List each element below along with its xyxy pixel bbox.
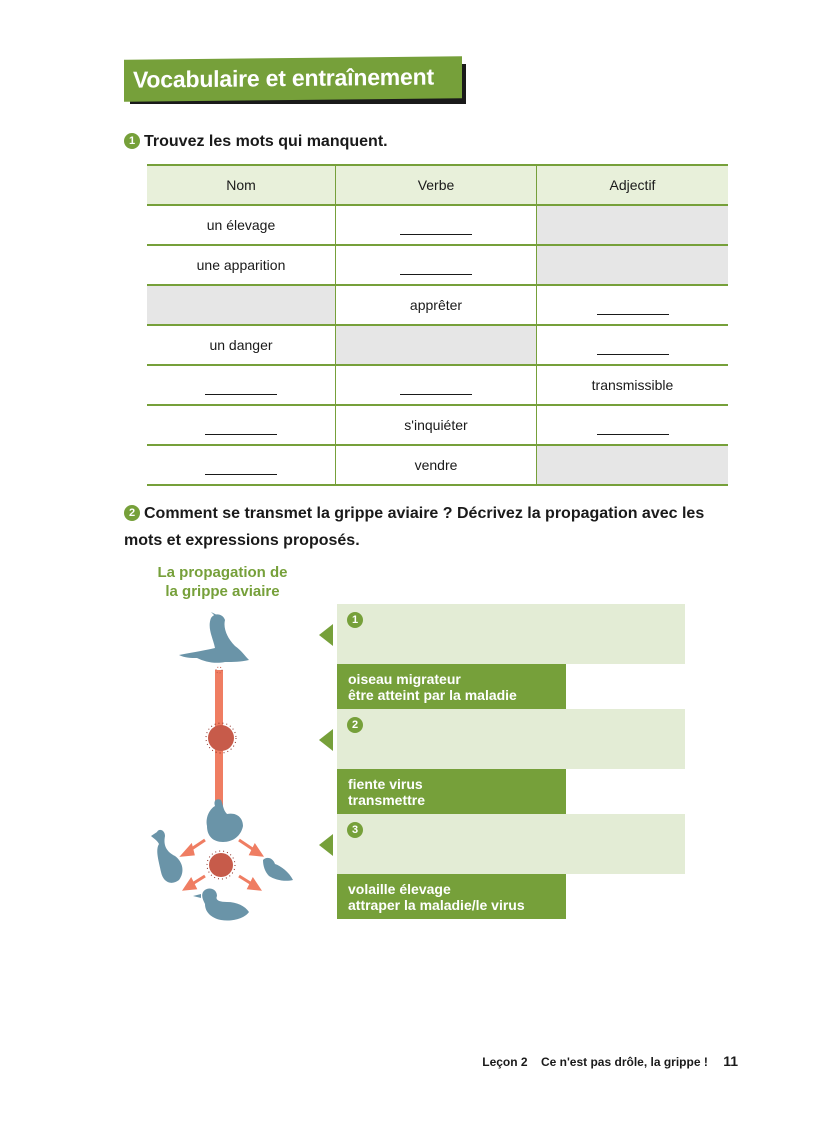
table-row (147, 365, 728, 405)
table-row (147, 205, 728, 245)
answer-cell[interactable] (147, 405, 336, 445)
answer-cell[interactable] (147, 365, 336, 405)
answer-cell[interactable] (147, 445, 336, 485)
blank-line[interactable] (400, 380, 472, 395)
step-1-keywords-line1: oiseau migrateur (348, 671, 461, 687)
step-3-answer-box[interactable] (337, 814, 685, 874)
step-1-arrow (319, 624, 333, 646)
footer-lesson-title: Ce n'est pas drôle, la grippe ! (540, 1055, 708, 1069)
small-bird-icon (263, 858, 293, 881)
migratory-bird-icon (179, 612, 249, 663)
cell: un danger (147, 325, 336, 365)
gray-cell (537, 205, 729, 245)
blank-line[interactable] (205, 420, 277, 435)
virus-icon (206, 723, 236, 753)
answer-cell[interactable] (336, 365, 537, 405)
blank-line[interactable] (205, 380, 277, 395)
step-2-keywords-line2: transmettre (348, 792, 426, 808)
step-3-keywords (337, 874, 566, 919)
gray-cell (537, 245, 729, 285)
section-title-text: Vocabulaire et entraînement (124, 56, 462, 102)
answer-cell[interactable] (537, 405, 729, 445)
diagram-title (150, 563, 295, 601)
exercise-1-number: 1 (124, 133, 140, 149)
duck-icon (193, 889, 249, 921)
cell: apprêter (336, 285, 537, 325)
diagram-title-line1: La propagation de (157, 564, 288, 581)
exercise-2-instruction: Comment se transmet la grippe aviaire ? Décrivez la propagation avec les mots et expressions proposés. (124, 505, 705, 549)
step-3-keywords-line2: attraper la maladie/le virus (348, 897, 525, 913)
step-1-keywords (337, 664, 566, 709)
blank-line[interactable] (205, 460, 277, 475)
propagation-diagram (145, 600, 305, 930)
step-3-keywords-line1: volaille élevage (348, 881, 451, 897)
answer-cell[interactable] (537, 285, 729, 325)
step-3-number: 3 (347, 822, 363, 838)
answer-cell[interactable] (537, 325, 729, 365)
gray-cell (147, 285, 336, 325)
blank-line[interactable] (597, 300, 669, 315)
exercise-2-heading (124, 500, 734, 554)
step-2-keywords-line1: fiente virus (348, 776, 423, 792)
step-2-number: 2 (347, 717, 363, 733)
step-2-answer-box[interactable] (337, 709, 685, 769)
vocabulary-table (147, 164, 728, 486)
step-1-number: 1 (347, 612, 363, 628)
answer-cell[interactable] (336, 205, 537, 245)
gray-cell (336, 325, 537, 365)
step-3-arrow (319, 834, 333, 856)
step-2-arrow (319, 729, 333, 751)
table-header-row (147, 165, 728, 205)
page-number: 11 (723, 1053, 738, 1069)
blank-line[interactable] (400, 220, 472, 235)
exercise-2-number: 2 (124, 505, 140, 521)
goose-icon (151, 830, 182, 883)
step-2-keywords (337, 769, 566, 814)
cell: une apparition (147, 245, 336, 285)
step-1-answer-box[interactable] (337, 604, 685, 664)
footer-lesson: Leçon 2 (482, 1055, 528, 1069)
page-footer (482, 1053, 738, 1069)
blank-line[interactable] (597, 420, 669, 435)
header-nom: Nom (147, 165, 336, 205)
table-row (147, 405, 728, 445)
cell: transmissible (537, 365, 729, 405)
table-row (147, 325, 728, 365)
blank-line[interactable] (597, 340, 669, 355)
step-1-keywords-line2: être atteint par la maladie (348, 687, 517, 703)
diagram-title-line2: la grippe aviaire (165, 583, 280, 600)
cell: un élevage (147, 205, 336, 245)
table-row (147, 285, 728, 325)
cell: s'inquiéter (336, 405, 537, 445)
header-adjectif: Adjectif (537, 165, 729, 205)
hen-icon (207, 799, 243, 842)
gray-cell (537, 445, 729, 485)
answer-cell[interactable] (336, 245, 537, 285)
exercise-1-heading (124, 128, 388, 155)
section-title (124, 58, 462, 100)
virus-icon (207, 851, 235, 879)
cell: vendre (336, 445, 537, 485)
table-row (147, 245, 728, 285)
table-row (147, 445, 728, 485)
blank-line[interactable] (400, 260, 472, 275)
exercise-1-instruction: Trouvez les mots qui manquent. (144, 133, 388, 150)
header-verbe: Verbe (336, 165, 537, 205)
